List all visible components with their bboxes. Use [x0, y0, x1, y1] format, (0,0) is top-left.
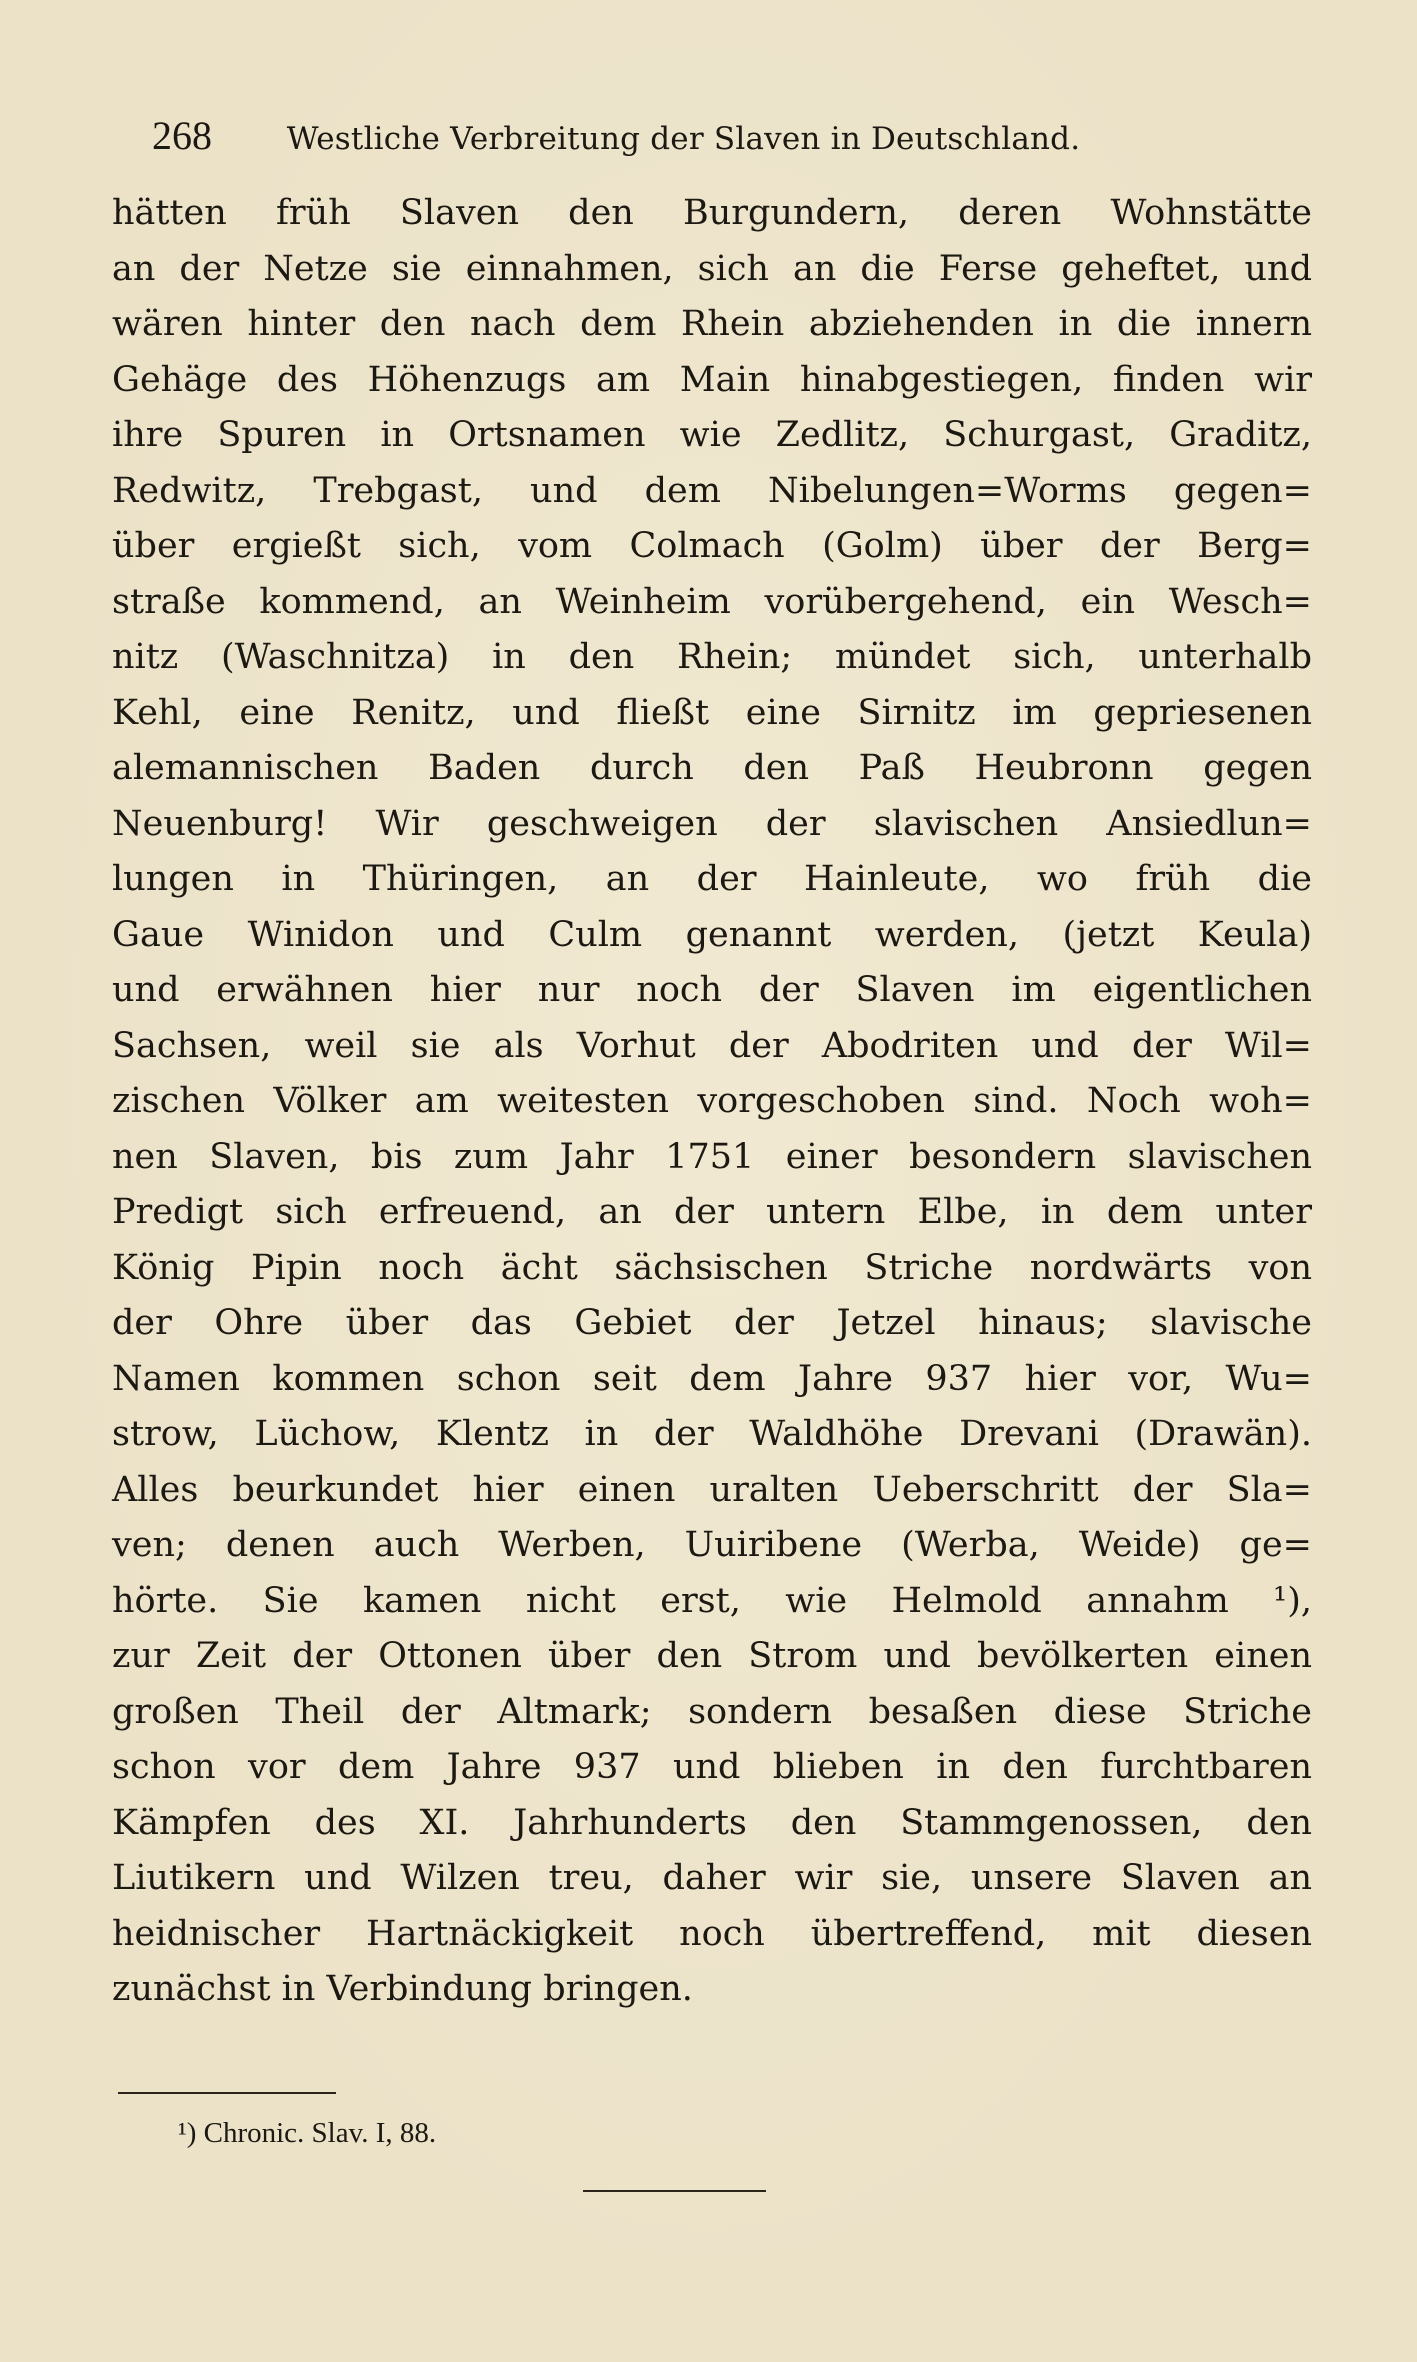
text-line: Neuenburg! Wir geschweigen der slavischen Ansiedlun= [112, 803, 1312, 844]
text-line: Sachsen, weil sie als Vorhut der Abodriten und der Wil= [112, 1025, 1312, 1066]
text-line: lungen in Thüringen, an der Hainleute, wo früh die [112, 859, 1312, 899]
text-line: alemannischen Baden durch den Paß Heubronn gegen [112, 748, 1312, 788]
text-line: schon vor dem Jahre 937 und blieben in den furchtbaren [112, 1747, 1312, 1787]
text-line: zur Zeit der Ottonen über den Strom und bevölkerten einen [112, 1636, 1312, 1676]
text-line: und erwähnen hier nur noch der Slaven im eigentlichen [112, 970, 1312, 1010]
text-line: Liutikern und Wilzen treu, daher wir sie, unsere Slaven an [112, 1858, 1312, 1898]
text-line: strow, Lüchow, Klentz in der Waldhöhe Drevani (Drawän). [112, 1414, 1312, 1454]
text-line: Redwitz, Trebgast, und dem Nibelungen=Worms gegen= [112, 470, 1312, 511]
text-line: Gaue Winidon und Culm genannt werden, (jetzt Keula) [112, 914, 1312, 955]
text-line: hätten früh Slaven den Burgundern, deren Wohnstätte [112, 193, 1312, 233]
text-line: hörte. Sie kamen nicht erst, wie Helmold annahm ¹), [112, 1580, 1312, 1621]
page-header [152, 106, 1272, 166]
footnote: ¹) Chronic. Slav. I, 88. [178, 2117, 437, 2149]
running-title: Westliche Verbreitung der Slaven in Deutschland. [286, 121, 1081, 157]
page-number: 268 [152, 113, 212, 158]
text-line: an der Netze sie einnahmen, sich an die Ferse geheftet, und [112, 248, 1312, 289]
text-line: ihre Spuren in Ortsnamen wie Zedlitz, Schurgast, Graditz, [112, 415, 1312, 455]
text-line: zischen Völker am weitesten vorgeschoben sind. Noch woh= [112, 1081, 1312, 1121]
text-line: nen Slaven, bis zum Jahr 1751 einer besondern slavischen [112, 1136, 1312, 1177]
text-line: über ergießt sich, vom Colmach (Golm) über der Berg= [112, 526, 1312, 566]
text-line: Kehl, eine Renitz, und fließt eine Sirnitz im gepriesenen [112, 692, 1312, 733]
text-line: heidnischer Hartnäckigkeit noch übertreffend, mit diesen [112, 1913, 1312, 1954]
text-line: Gehäge des Höhenzugs am Main hinabgestiegen, finden wir [112, 359, 1312, 400]
body-text [112, 186, 1312, 2018]
text-line: Kämpfen des XI. Jahrhunderts den Stammgenossen, den [112, 1802, 1312, 1843]
footnote-divider [118, 2092, 336, 2094]
text-line: Alles beurkundet hier einen uralten Ueberschritt der Sla= [112, 1469, 1312, 1510]
text-line: straße kommend, an Weinheim vorübergehend, ein Wesch= [112, 581, 1312, 622]
text-line: großen Theil der Altmark; sondern besaßen diese Striche [112, 1691, 1312, 1732]
text-line: nitz (Waschnitza) in den Rhein; mündet sich, unterhalb [112, 637, 1312, 677]
text-line: ven; denen auch Werben, Uuiribene (Werba, Weide) ge= [112, 1525, 1312, 1565]
text-line: zunächst in Verbindung bringen. [112, 1969, 693, 2009]
text-line: wären hinter den nach dem Rhein abziehenden in die innern [112, 304, 1312, 344]
text-line: Predigt sich erfreuend, an der untern Elbe, in dem unter [112, 1192, 1312, 1232]
text-line: Namen kommen schon seit dem Jahre 937 hier vor, Wu= [112, 1358, 1312, 1399]
text-line: der Ohre über das Gebiet der Jetzel hinaus; slavische [112, 1303, 1312, 1343]
text-line: König Pipin noch ächt sächsischen Striche nordwärts von [112, 1247, 1312, 1288]
end-rule [583, 2190, 766, 2192]
